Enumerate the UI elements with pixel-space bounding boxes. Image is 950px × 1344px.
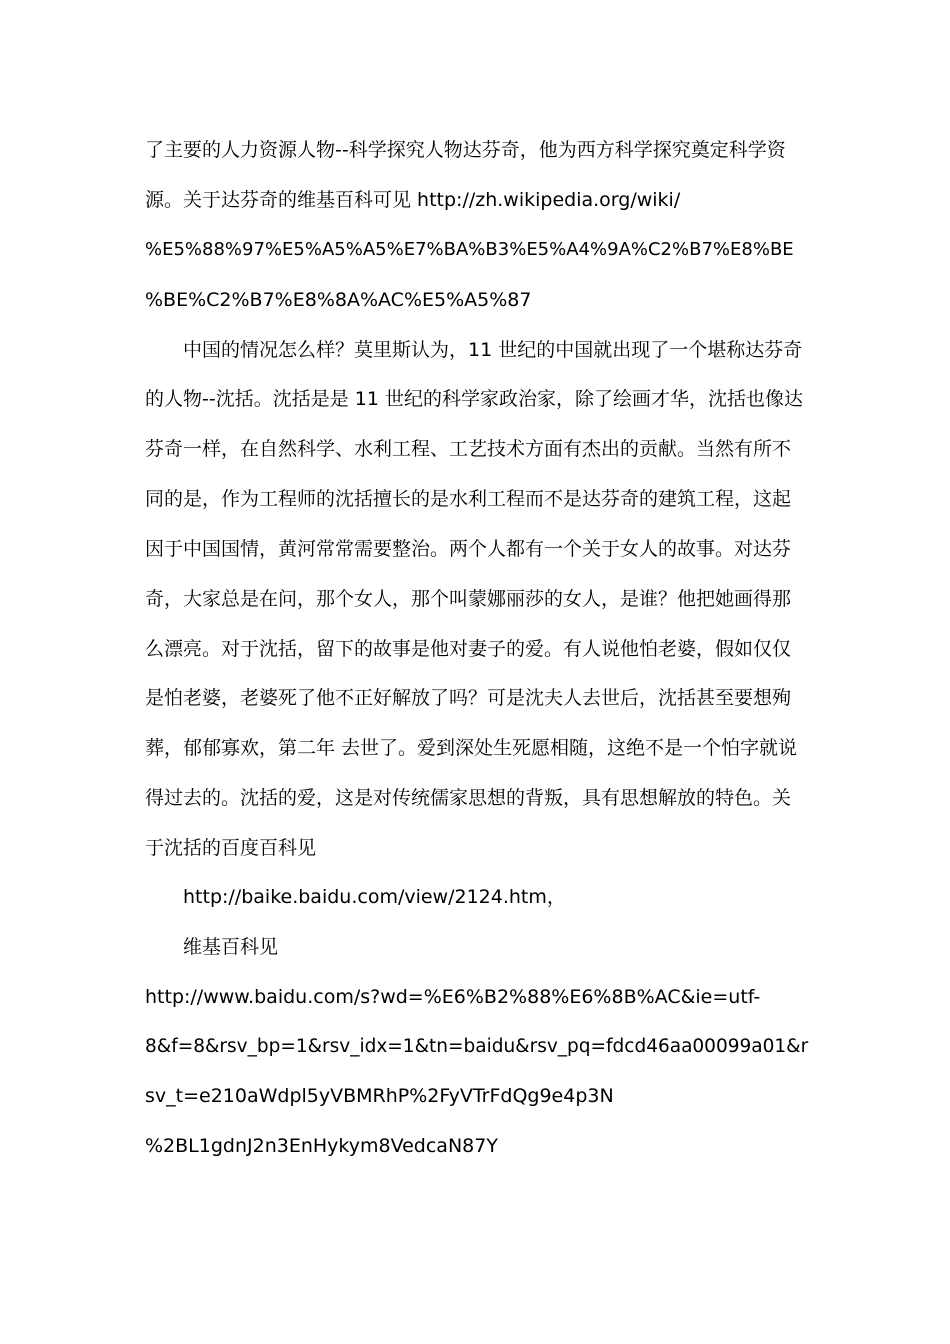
- text-line-17: 维基百科见: [183, 936, 279, 958]
- text-line-12: 是怕老婆，老婆死了他不正好解放了吗？可是沈夫人去世后，沈括甚至要想殉: [145, 687, 792, 709]
- text-line-18: http://www.baidu.com/s?wd=%E6%B2%88%E6%8B%AC&ie=utf-: [145, 986, 761, 1008]
- text-line-11: 么漂亮。对于沈括，留下的故事是他对妻子的爱。有人说他怕老婆，假如仅仅: [145, 638, 792, 660]
- text-line-21: %2BL1gdnJ2n3EnHykym8VedcaN87Y: [145, 1135, 498, 1157]
- text-line-14: 得过去的。沈括的爱，这是对传统儒家思想的背叛，具有思想解放的特色。关: [145, 787, 792, 809]
- text-line-19: 8&f=8&rsv_bp=1&rsv_idx=1&tn=baidu&rsv_pq=fdcd46aa00099a01&r: [145, 1036, 809, 1057]
- text-line-13: 葬，郁郁寡欢，第二年 去世了。爱到深处生死愿相随，这绝不是一个怕字就说: [145, 737, 798, 759]
- text-line-6: 的人物--沈括。沈括是是 11 世纪的科学家政治家，除了绘画才华，沈括也像达: [145, 388, 803, 410]
- text-line-8: 同的是，作为工程师的沈括擅长的是水利工程而不是达芬奇的建筑工程，这起: [145, 488, 792, 510]
- text-line-15: 于沈括的百度百科见: [145, 837, 317, 859]
- text-line-2: 源。关于达芬奇的维基百科可见 http://zh.wikipedia.org/wiki/: [145, 189, 681, 211]
- text-line-20: sv_t=e210aWdpl5yVBMRhP%2FyVTrFdQg9e4p3N: [145, 1085, 614, 1107]
- text-line-1: 了主要的人力资源人物--科学探究人物达芬奇，他为西方科学探究奠定科学资: [145, 139, 786, 161]
- text-line-10: 奇，大家总是在问，那个女人，那个叫蒙娜丽莎的女人，是谁？他把她画得那: [145, 588, 792, 610]
- text-line-5: 中国的情况怎么样？莫里斯认为，11 世纪的中国就出现了一个堪称达芬奇: [183, 339, 803, 361]
- text-line-4: %BE%C2%B7%E8%8A%AC%E5%A5%87: [145, 289, 532, 311]
- text-line-9: 因于中国国情，黄河常常需要整治。两个人都有一个关于女人的故事。对达芬: [145, 538, 792, 560]
- text-line-7: 芬奇一样，在自然科学、水利工程、工艺技术方面有杰出的贡献。当然有所不: [145, 438, 792, 460]
- text-line-3: %E5%88%97%E5%A5%A5%E7%BA%B3%E5%A4%9A%C2%B7%E8%BE: [145, 239, 794, 260]
- text-line-16: http://baike.baidu.com/view/2124.htm，: [183, 886, 566, 908]
